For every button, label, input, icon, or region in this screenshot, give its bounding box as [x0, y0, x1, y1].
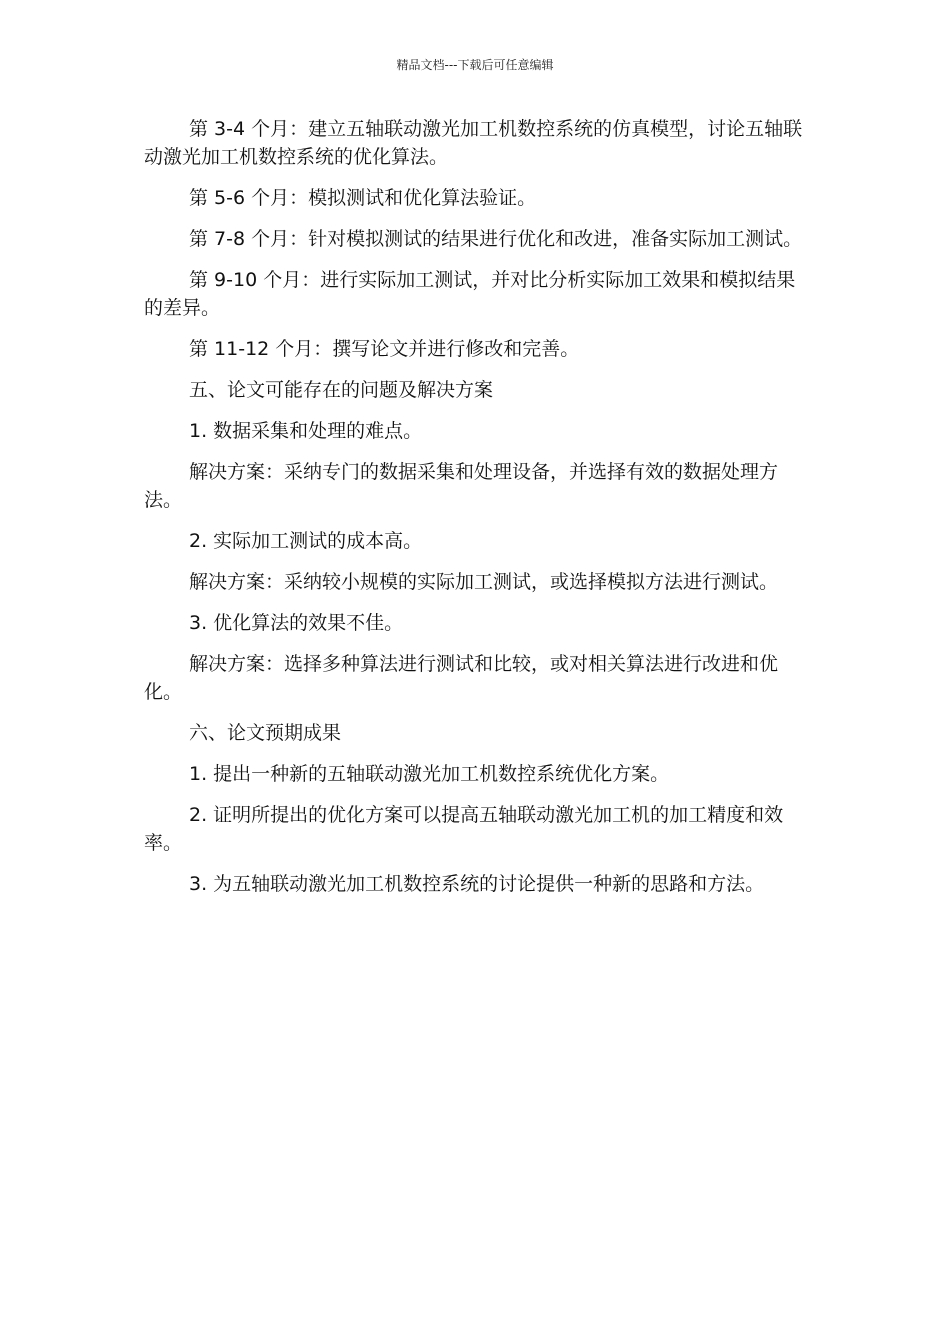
paragraph-schedule-3-4: 第 3-4 个月：建立五轴联动激光加工机数控系统的仿真模型，讨论五轴联动激光加工机数控系统的优化算法。 — [144, 118, 803, 168]
problem-item-3: 3. 优化算法的效果不佳。 — [189, 612, 404, 634]
problem-item-2: 2. 实际加工测试的成本高。 — [189, 530, 423, 552]
solution-item-3: 解决方案：选择多种算法进行测试和比较，或对相关算法进行改进和优化。 — [144, 653, 779, 703]
outcome-item-1: 1. 提出一种新的五轴联动激光加工机数控系统优化方案。 — [189, 763, 670, 785]
document-body — [144, 115, 812, 911]
problem-item-1: 1. 数据采集和处理的难点。 — [189, 420, 423, 442]
solution-item-1: 解决方案：采纳专门的数据采集和处理设备，并选择有效的数据处理方法。 — [144, 461, 779, 511]
solution-item-2: 解决方案：采纳较小规模的实际加工测试，或选择模拟方法进行测试。 — [189, 571, 779, 593]
page-header: 精品文档---下载后可任意编辑 — [396, 58, 554, 72]
paragraph-schedule-5-6: 第 5-6 个月：模拟测试和优化算法验证。 — [189, 187, 537, 209]
section-heading-problems: 五、论文可能存在的问题及解决方案 — [189, 379, 494, 401]
paragraph-schedule-9-10: 第 9-10 个月：进行实际加工测试，并对比分析实际加工效果和模拟结果的差异。 — [144, 269, 796, 319]
paragraph-schedule-11-12: 第 11-12 个月：撰写论文并进行修改和完善。 — [189, 338, 580, 360]
outcome-item-3: 3. 为五轴联动激光加工机数控系统的讨论提供一种新的思路和方法。 — [189, 873, 765, 895]
outcome-item-2: 2. 证明所提出的优化方案可以提高五轴联动激光加工机的加工精度和效率。 — [144, 804, 784, 854]
section-heading-outcomes: 六、论文预期成果 — [189, 722, 342, 744]
paragraph-schedule-7-8: 第 7-8 个月：针对模拟测试的结果进行优化和改进，准备实际加工测试。 — [189, 228, 803, 250]
